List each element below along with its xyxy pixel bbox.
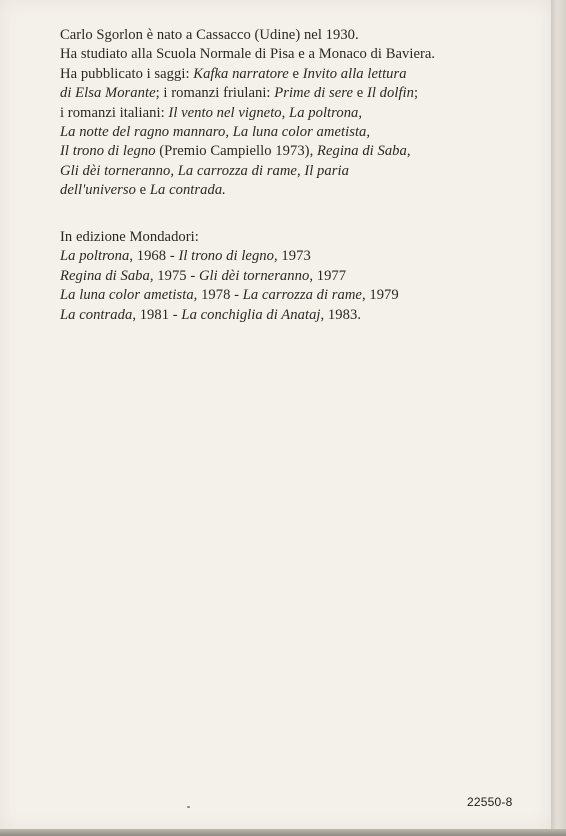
italic-title-text: Regina di Saba [60,267,150,284]
edition-line [60,286,399,305]
bio-line [60,104,435,123]
bio-line [60,181,435,200]
italic-title-text: La notte del ragno mannaro, La luna color ametista, [60,123,371,140]
text-segment: , 1981 - [132,306,182,323]
bio-line [60,84,435,103]
italic-title-text: La contrada [60,306,133,323]
italic-title-text: La conchiglia di Anataj [181,306,321,323]
book-edge-bottom [0,829,566,836]
italic-title-text: Gli dèi torneranno, La carrozza di rame, Il paria [60,162,349,179]
mondadori-editions [60,228,399,325]
text-segment: Ha studiato alla Scuola Normale di Pisa e a Monaco di Baviera. [60,46,436,63]
italic-title-text: Il dolfin [366,85,415,102]
catalog-code: 22550-8 [467,795,513,809]
italic-title-text: Invito alla lettura [302,65,407,82]
bio-line [60,26,435,45]
text-segment: i romanzi italiani: [60,104,169,121]
bio-line [60,162,435,181]
text-segment: e [288,65,303,82]
text-segment: , 1978 - [193,287,243,304]
editions-heading: In edizione Mondadori: [60,229,199,245]
author-biography [60,26,435,201]
italic-title-text: La carrozza di rame [242,287,362,304]
italic-title-text: di Elsa Morante [60,85,156,102]
bio-line [60,45,435,64]
italic-title-text: La poltrona [60,248,130,265]
bio-line [60,65,435,84]
book-edge-right [551,0,566,836]
text-segment: ; i romanzi friulani: [155,85,275,102]
italic-title-text: Il trono di legno [60,143,156,160]
italic-title-text: Gli dèi torneranno [198,267,310,284]
bio-line [60,142,435,161]
italic-title-text: Il vento nel vigneto, La poltrona, [168,104,363,121]
text-segment: , 1983. [320,306,362,323]
italic-title-text: Regina di Saba, [316,143,411,160]
bio-line [60,123,435,142]
text-segment: , 1979 [361,287,399,304]
italic-title-text: Il trono di legno [178,248,275,265]
text-segment: ; [414,85,419,102]
italic-title-text: Kafka narratore [193,65,289,82]
italic-title-text: Prime di sere [274,85,353,102]
italic-title-text: dell'universo [60,182,136,199]
text-segment: Carlo Sgorlon è nato a Cassacco (Udine) nel 1930. [60,27,359,43]
text-segment: Ha pubblicato i saggi: [60,65,194,82]
text-segment: , 1975 - [149,267,199,284]
text-segment: (Premio Campiello 1973), [155,143,317,160]
edition-line [60,306,399,325]
edition-line [60,247,399,266]
text-segment: , 1977 [309,267,347,284]
text-segment: e [135,182,150,199]
italic-title-text: La contrada. [149,182,226,199]
italic-title-text: La luna color ametista [60,287,194,304]
text-segment: , 1968 - [129,248,179,265]
edition-line [60,267,399,286]
text-segment: e [353,85,367,102]
paper-speck [187,806,190,808]
text-segment: , 1973 [274,248,311,265]
